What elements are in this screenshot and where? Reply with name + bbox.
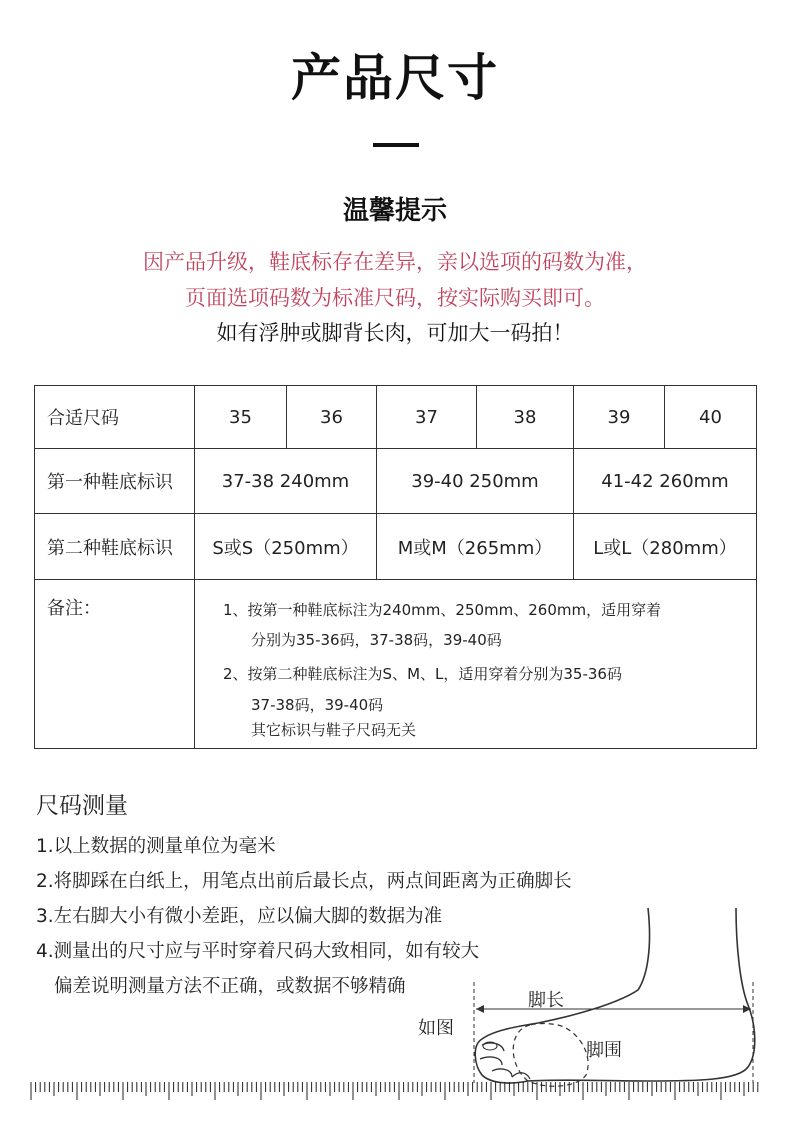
measurement-step: 4.测量出的尺寸应与平时穿着尺码大致相同，如有较大	[36, 941, 480, 962]
row-label-notes: 备注：	[35, 580, 195, 749]
size-cell-35: 35	[195, 386, 287, 449]
foot-girth-label: 脚围	[586, 1040, 622, 1061]
tip-line-3: 如有浮肿或脚背长肉，可加大一码拍！	[216, 321, 574, 345]
note-line: 分别为35-36码，37-38码，39-40码	[251, 631, 502, 649]
sole-mark-2-cell: M或M（265mm）	[377, 514, 574, 580]
notes-cell	[195, 580, 757, 749]
title-divider	[373, 143, 419, 147]
table-row-notes	[35, 580, 757, 749]
row-label-fit-size: 合适尺码	[35, 386, 195, 449]
ruler-graphic	[30, 1082, 760, 1104]
table-row-sole-mark-2	[35, 514, 757, 580]
tip-line-1: 因产品升级，鞋底标存在差异，亲以选项的码数为准，	[143, 250, 647, 274]
note-line: 1、按第一种鞋底标注为240mm、250mm、260mm，适用穿着	[223, 601, 662, 619]
figure-caption: 如图	[418, 1018, 454, 1039]
measurement-step: 2.将脚踩在白纸上，用笔点出前后最长点，两点间距离为正确脚长	[36, 871, 572, 892]
foot-length-label: 脚长	[528, 990, 564, 1011]
sole-mark-2-cell: L或L（280mm）	[574, 514, 757, 580]
row-label-sole-mark-1: 第一种鞋底标识	[35, 449, 195, 514]
note-line: 2、按第二种鞋底标注为S、M、L，适用穿着分别为35-36码	[223, 665, 622, 683]
size-cell-37: 37	[377, 386, 477, 449]
size-cell-39: 39	[574, 386, 665, 449]
size-cell-40: 40	[665, 386, 757, 449]
note-line: 37-38码，39-40码	[251, 696, 384, 714]
table-row-fit-size	[35, 386, 757, 449]
note-line: 其它标识与鞋子尺码无关	[251, 721, 417, 739]
size-cell-36: 36	[287, 386, 377, 449]
measurement-step: 偏差说明测量方法不正确，或数据不够精确	[54, 976, 406, 997]
table-row-sole-mark-1	[35, 449, 757, 514]
measurement-step: 1.以上数据的测量单位为毫米	[36, 836, 276, 857]
measurement-title: 尺码测量	[36, 793, 128, 819]
tip-line-2: 页面选项码数为标准尺码，按实际购买即可。	[185, 286, 605, 310]
size-cell-38: 38	[477, 386, 574, 449]
sole-mark-1-cell: 37-38 240mm	[195, 449, 377, 514]
sole-mark-1-cell: 41-42 260mm	[574, 449, 757, 514]
sole-mark-1-cell: 39-40 250mm	[377, 449, 574, 514]
sole-mark-2-cell: S或S（250mm）	[195, 514, 377, 580]
tips-title: 温馨提示	[342, 196, 447, 226]
row-label-sole-mark-2: 第二种鞋底标识	[35, 514, 195, 580]
measurement-step: 3.左右脚大小有微小差距，应以偏大脚的数据为准	[36, 906, 443, 927]
size-table	[34, 385, 757, 749]
page-title: 产品尺寸	[291, 49, 499, 107]
